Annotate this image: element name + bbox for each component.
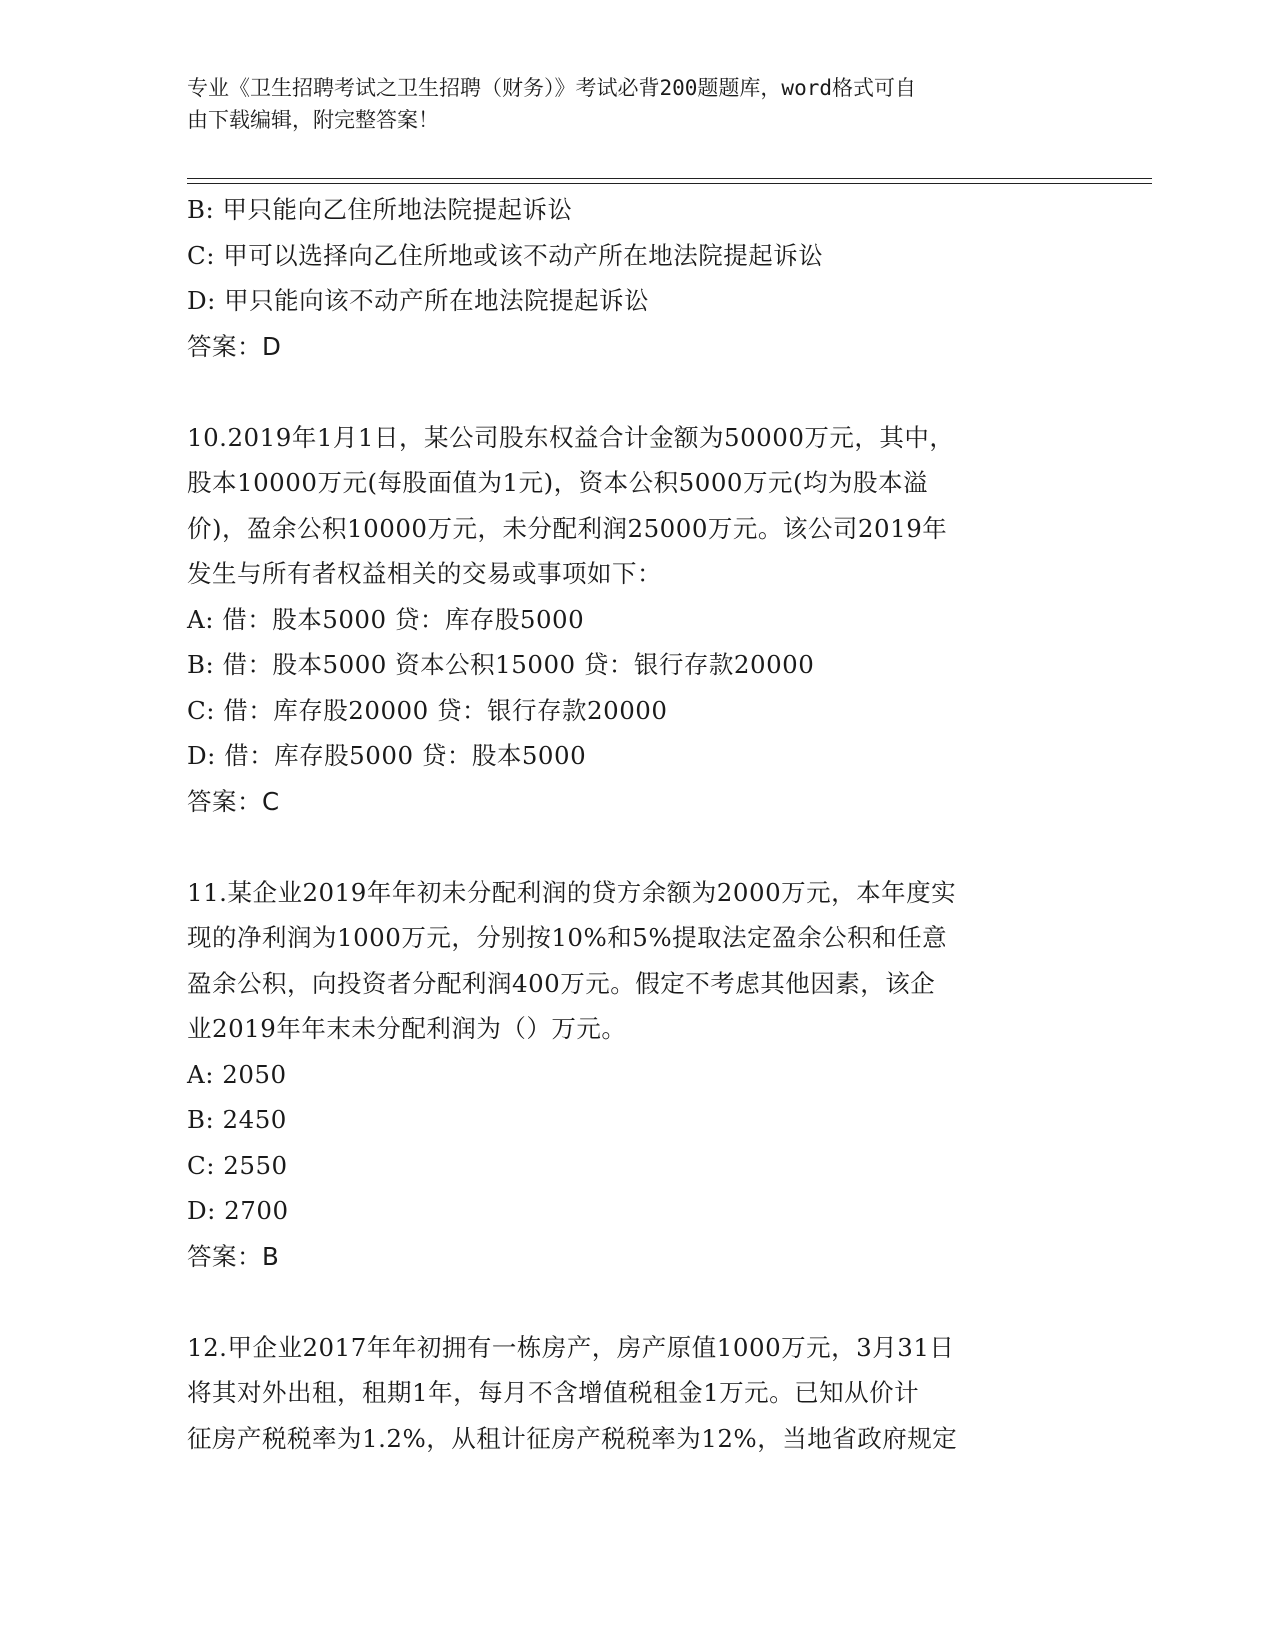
spacer bbox=[187, 824, 1087, 870]
header-line-2: 由下载编辑，附完整答案！ bbox=[187, 108, 439, 132]
option-d: D: 甲只能向该不动产所在地法院提起诉讼 bbox=[187, 286, 650, 315]
question-stem-line: 12.甲企业2017年年初拥有一栋房产，房产原值1000万元，3月31日 bbox=[187, 1332, 955, 1362]
spacer bbox=[187, 369, 1087, 415]
option-c: C: 甲可以选择向乙住所地或该不动产所在地法院提起诉讼 bbox=[187, 240, 824, 270]
document-body bbox=[187, 187, 1087, 1461]
question-stem-line: 价)，盈余公积10000万元，未分配利润25000万元。该公司2019年 bbox=[187, 513, 948, 543]
answer-line: 答案：B bbox=[187, 1241, 280, 1271]
question-stem-line: 10.2019年1月1日，某公司股东权益合计金额为50000万元，其中， bbox=[187, 422, 955, 452]
question-stem-line: 股本10000万元(每股面值为1元)，资本公积5000万元(均为股本溢 bbox=[187, 468, 929, 497]
option-d: D: 2700 bbox=[187, 1196, 289, 1225]
answer-line: 答案：C bbox=[187, 786, 280, 816]
option-c: C: 2550 bbox=[187, 1150, 288, 1180]
question-stem-line: 现的净利润为1000万元，分别按10%和5%提取法定盈余公积和任意 bbox=[187, 923, 948, 952]
question-11 bbox=[187, 870, 1087, 1280]
question-stem-line: 11.某企业2019年年初未分配利润的贷方余额为2000万元，本年度实 bbox=[187, 877, 957, 907]
question-stem-line: 业2019年年末未分配利润为（）万元。 bbox=[187, 1014, 627, 1043]
header-divider-top bbox=[187, 178, 1152, 179]
question-10 bbox=[187, 415, 1087, 825]
question-stem-line: 发生与所有者权益相关的交易或事项如下： bbox=[187, 559, 662, 588]
question-12 bbox=[187, 1325, 1087, 1462]
option-b: B: 借：股本5000 资本公积15000 贷：银行存款20000 bbox=[187, 650, 815, 679]
option-b: B: 甲只能向乙住所地法院提起诉讼 bbox=[187, 195, 573, 224]
question-stem-line: 将其对外出租，租期1年，每月不含增值税租金1万元。已知从价计 bbox=[187, 1378, 920, 1407]
header-line-1: 专业《卫生招聘考试之卫生招聘（财务）》考试必背200题题库，word格式可自 bbox=[187, 76, 916, 100]
document-header bbox=[187, 72, 1067, 136]
answer-line: 答案：D bbox=[187, 331, 282, 361]
option-b: B: 2450 bbox=[187, 1105, 287, 1134]
question-stem-line: 盈余公积，向投资者分配利润400万元。假定不考虑其他因素，该企 bbox=[187, 968, 936, 998]
spacer bbox=[187, 1279, 1087, 1325]
question-stem-line: 征房产税税率为1.2%，从租计征房产税税率为12%，当地省政府规定 bbox=[187, 1423, 958, 1453]
option-c: C: 借：库存股20000 贷：银行存款20000 bbox=[187, 695, 668, 725]
question-9-partial bbox=[187, 187, 1087, 369]
option-a: A: 2050 bbox=[187, 1059, 287, 1089]
option-a: A: 借：股本5000 贷：库存股5000 bbox=[187, 604, 585, 634]
option-d: D: 借：库存股5000 贷：股本5000 bbox=[187, 741, 587, 770]
header-divider-bottom bbox=[187, 183, 1152, 184]
